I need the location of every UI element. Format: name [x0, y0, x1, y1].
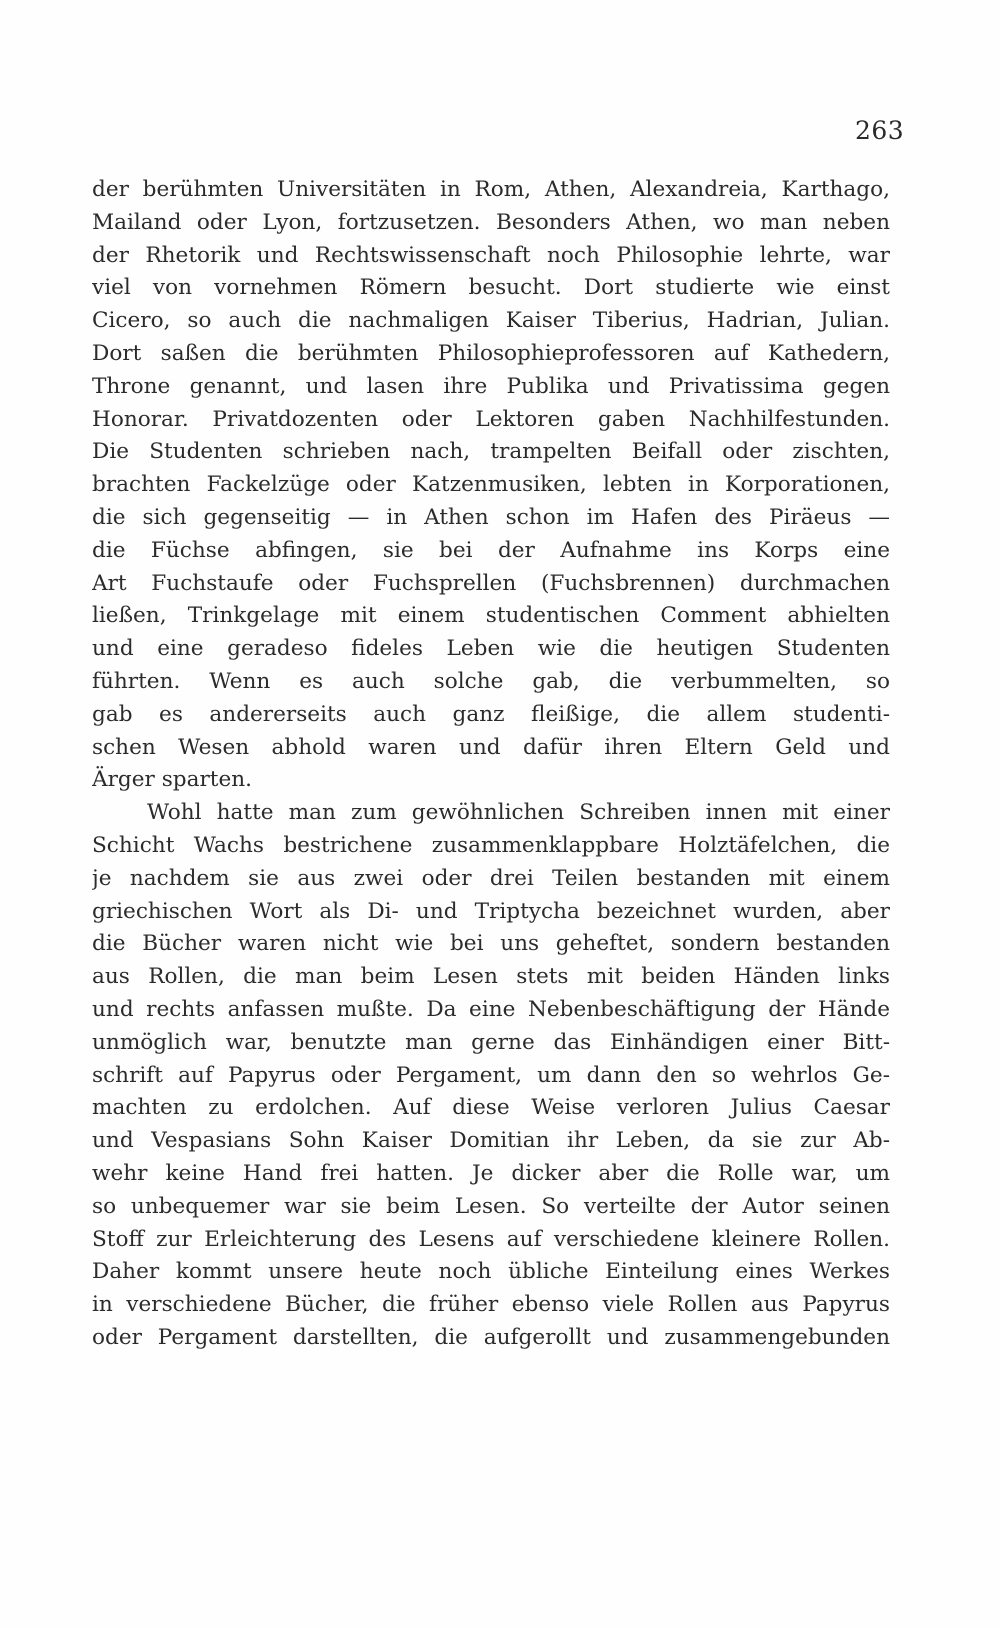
text-line: oder Pergament darstellten, die aufgerollt und zusammengebunden	[92, 1324, 890, 1350]
text-line: Daher kommt unsere heute noch übliche Einteilung eines Werkes	[92, 1259, 890, 1285]
text-line: gab es andererseits auch ganz fleißige, die allem studenti-	[92, 701, 890, 727]
text-line: schrift auf Papyrus oder Pergament, um dann den so wehrlos Ge-	[92, 1062, 890, 1088]
text-line: die sich gegenseitig — in Athen schon im Hafen des Piräeus —	[92, 504, 890, 530]
text-line: Throne genannt, und lasen ihre Publika und Privatissima gegen	[92, 373, 890, 399]
text-line: wehr keine Hand frei hatten. Je dicker aber die Rolle war, um	[92, 1160, 890, 1186]
text-line: Cicero, so auch die nachmaligen Kaiser Tiberius, Hadrian, Julian.	[92, 308, 890, 334]
text-line: führten. Wenn es auch solche gab, die verbummelten, so	[92, 668, 890, 694]
text-line: Art Fuchstaufe oder Fuchsprellen (Fuchsbrennen) durchmachen	[92, 570, 890, 596]
text-line: Mailand oder Lyon, fortzusetzen. Besonders Athen, wo man neben	[92, 209, 890, 235]
text-line: machten zu erdolchen. Auf diese Weise verloren Julius Caesar	[92, 1095, 890, 1121]
text-line: die Bücher waren nicht wie bei uns geheftet, sondern bestanden	[92, 931, 890, 957]
text-line: Stoff zur Erleichterung des Lesens auf verschiedene kleinere Rollen.	[92, 1226, 890, 1252]
text-line: der berühmten Universitäten in Rom, Athen, Alexandreia, Karthago,	[92, 177, 890, 202]
text-line: der Rhetorik und Rechtswissenschaft noch Philosophie lehrte, war	[92, 242, 890, 268]
text-line: die Füchse abfingen, sie bei der Aufnahme ins Korps eine	[92, 537, 890, 563]
text-line: in verschiedene Bücher, die früher ebenso viele Rollen aus Papyrus	[92, 1292, 890, 1318]
paragraph-first-line: Wohl hatte man zum gewöhnlichen Schreiben innen mit einer	[147, 800, 890, 826]
body-text	[92, 174, 890, 1355]
text-line: und rechts anfassen mußte. Da eine Nebenbeschäftigung der Hände	[92, 996, 890, 1022]
text-line: brachten Fackelzüge oder Katzenmusiken, lebten in Korporationen,	[92, 472, 890, 498]
text-line: Honorar. Privatdozenten oder Lektoren gaben Nachhilfestunden.	[92, 406, 890, 432]
text-line: griechischen Wort als Di- und Triptycha bezeichnet wurden, aber	[92, 898, 890, 924]
text-line: so unbequemer war sie beim Lesen. So verteilte der Autor seinen	[92, 1193, 890, 1219]
text-line: ließen, Trinkgelage mit einem studentischen Comment abhielten	[92, 603, 890, 629]
text-line: schen Wesen abhold waren und dafür ihren Eltern Geld und	[92, 734, 890, 760]
text-line: Dort saßen die berühmten Philosophieprofessoren auf Kathedern,	[92, 340, 890, 366]
page-number: 263	[855, 116, 905, 145]
text-line: aus Rollen, die man beim Lesen stets mit beiden Händen links	[92, 964, 890, 990]
text-line: je nachdem sie aus zwei oder drei Teilen bestanden mit einem	[92, 865, 890, 891]
paragraph-end-line: Ärger sparten.	[92, 767, 253, 793]
text-line: und eine geradeso fideles Leben wie die heutigen Studenten	[92, 636, 890, 662]
text-line: unmöglich war, benutzte man gerne das Einhändigen einer Bitt-	[92, 1029, 890, 1055]
text-line: und Vespasians Sohn Kaiser Domitian ihr Leben, da sie zur Ab-	[92, 1128, 890, 1154]
text-line: viel von vornehmen Römern besucht. Dort studierte wie einst	[92, 275, 890, 301]
text-line: Die Studenten schrieben nach, trampelten Beifall oder zischten,	[92, 439, 890, 465]
text-line: Schicht Wachs bestrichene zusammenklappbare Holztäfelchen, die	[92, 832, 890, 858]
